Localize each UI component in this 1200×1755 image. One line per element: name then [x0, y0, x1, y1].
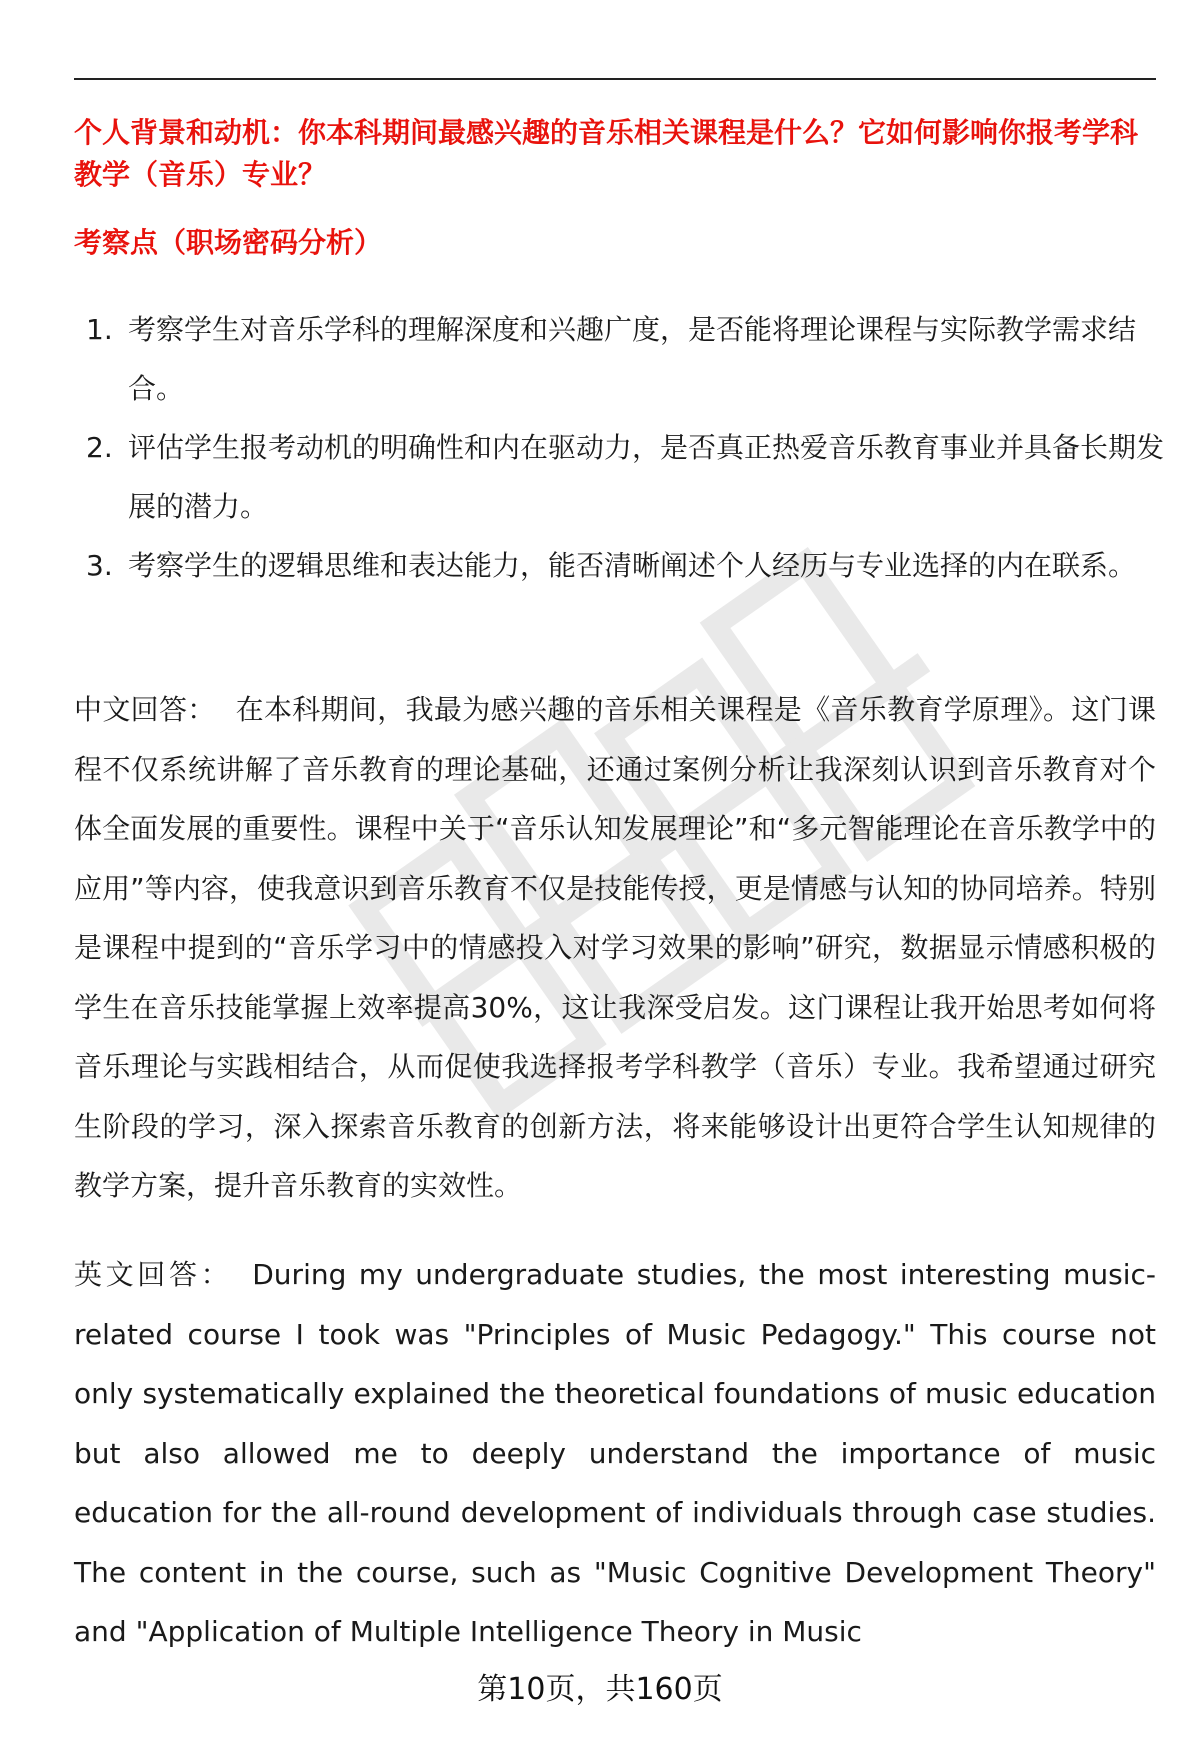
english-answer-text: During my undergraduate studies, the most interesting music-related course I took was "Principles of Music Pedagogy." This course not only systematically explained the theoretical foundations of music education but also allowed me to deeply understand the importance of music education for the all-round development of individuals through case studies. The content in the course, such as "Music Cognitive Development Theory" and "Application of Multiple Intelligence Theory in Music — [74, 1258, 1156, 1648]
list-item-number: 3. — [86, 549, 113, 582]
section-title: 考察点（职场密码分析） — [74, 226, 383, 259]
list-item — [74, 418, 1164, 536]
list-item-text: 评估学生报考动机的明确性和内在驱动力，是否真正热爱音乐教育事业并具备长期发展的潜力。 — [128, 431, 1165, 523]
list-item — [74, 536, 1164, 595]
chinese-answer-label: 中文回答： — [74, 693, 216, 726]
list-item-number: 1. — [86, 313, 113, 346]
english-answer-label: 英文回答： — [74, 1258, 233, 1291]
page-number-footer: 第10页，共160页 — [477, 1672, 723, 1707]
list-item — [74, 300, 1164, 418]
list-item-text: 考察学生对音乐学科的理解深度和兴趣广度，是否能将理论课程与实际教学需求结合。 — [128, 313, 1137, 405]
assessment-points-list — [74, 300, 1164, 595]
english-answer — [74, 1245, 1156, 1662]
list-item-number: 2. — [86, 431, 113, 464]
header-rule — [74, 78, 1156, 80]
question-heading: 个人背景和动机：你本科期间最感兴趣的音乐相关课程是什么？它如何影响你报考学科教学（音乐）专业？ — [74, 116, 1139, 191]
list-item-text: 考察学生的逻辑思维和表达能力，能否清晰阐述个人经历与专业选择的内在联系。 — [128, 549, 1137, 582]
chinese-answer — [74, 680, 1156, 1216]
chinese-answer-text: 在本科期间，我最为感兴趣的音乐相关课程是《音乐教育学原理》。这门课程不仅系统讲解了音乐教育的理论基础，还通过案例分析让我深刻认识到音乐教育对个体全面发展的重要性。课程中关于“音乐认知发展理论”和“多元智能理论在音乐教学中的应用”等内容，使我意识到音乐教育不仅是技能传授，更是情感与认知的协同培养。特别是课程中提到的“音乐学习中的情感投入对学习效果的影响”研究，数据显示情感积极的学生在音乐技能掌握上效率提高30%，这让我深受启发。这门课程让我开始思考如何将音乐理论与实践相结合，从而促使我选择报考学科教学（音乐）专业。我希望通过研究生阶段的学习，深入探索音乐教育的创新方法，将来能够设计出更符合学生认知规律的教学方案，提升音乐教育的实效性。 — [74, 693, 1156, 1202]
